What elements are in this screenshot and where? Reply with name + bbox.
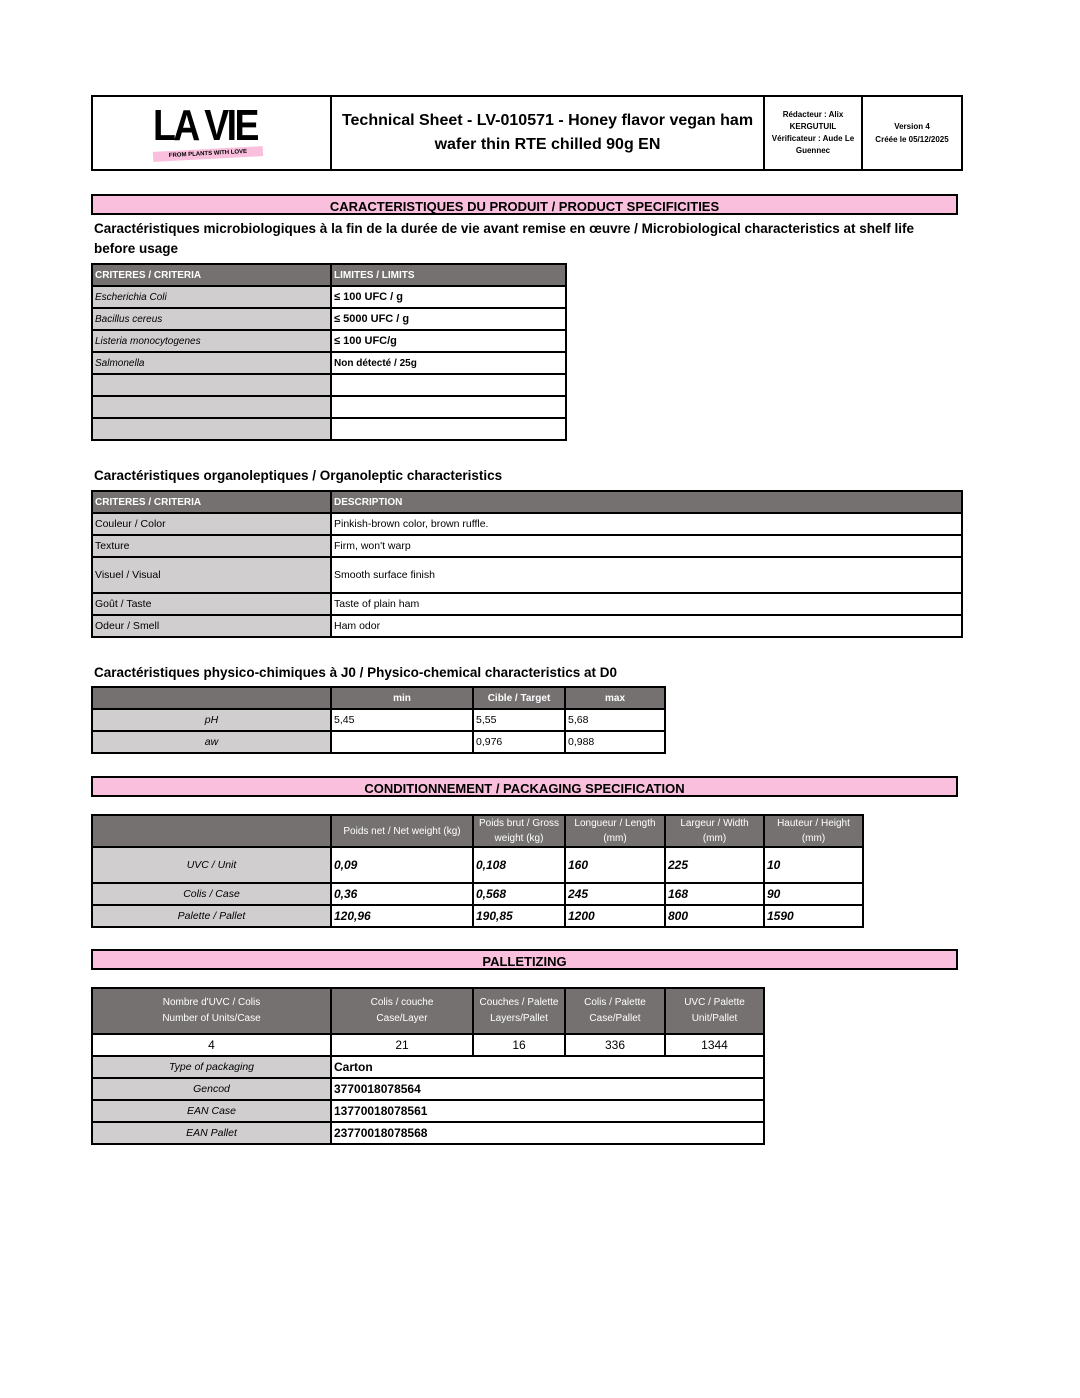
pallet-info-value: 3770018078564	[331, 1078, 764, 1100]
packaging-section-title: CONDITIONNEMENT / PACKAGING SPECIFICATION	[91, 776, 958, 797]
title-line-2: wafer thin RTE chilled 90g EN	[434, 136, 661, 153]
packaging-length: 1200	[565, 905, 665, 927]
packaging-col-length: Longueur / Length (mm)	[565, 815, 665, 847]
organo-col-description: DESCRIPTION	[331, 491, 962, 513]
micro-criteria-empty	[92, 396, 331, 418]
pallet-info-label: Type of packaging	[92, 1056, 331, 1078]
packaging-col-name	[92, 815, 331, 847]
logo-text: LA VIE	[153, 101, 257, 150]
pallet-col-case-layer-fr: Colis / couche	[370, 997, 434, 1008]
packaging-width: 168	[665, 883, 764, 905]
pallet-value: 1344	[665, 1034, 764, 1056]
packaging-col-gross: Poids brut / Gross weight (kg)	[473, 815, 565, 847]
header-table	[91, 95, 963, 171]
organo-description: Taste of plain ham	[331, 593, 962, 615]
packaging-row-name: Colis / Case	[92, 883, 331, 905]
micro-col-limits: LIMITES / LIMITS	[331, 264, 566, 286]
organo-title: Caractéristiques organoleptiques / Organoleptic characteristics	[94, 468, 503, 483]
version-cell	[862, 96, 962, 170]
micro-title-line-1: Caractéristiques microbiologiques à la fin de la durée de vie avant remise en œuvre / Microbiological characteristics at shelf life	[94, 221, 915, 236]
logo-tagline: FROM PLANTS WITH LOVE	[153, 146, 263, 162]
micro-limit: ≤ 5000 UFC / g	[331, 308, 566, 330]
physico-col-max: max	[565, 687, 665, 709]
pallet-value: 4	[92, 1034, 331, 1056]
packaging-length: 160	[565, 847, 665, 883]
packaging-net: 120,96	[331, 905, 473, 927]
physico-max: 5,68	[565, 709, 665, 731]
pallet-col-case-layer-en: Case/Layer	[376, 1013, 428, 1024]
packaging-height: 1590	[764, 905, 863, 927]
created-date: Créée le 05/12/2025	[875, 135, 949, 144]
pallet-info-label: Gencod	[92, 1078, 331, 1100]
pallet-col-units-case-en: Number of Units/Case	[162, 1013, 261, 1024]
pallet-col-unit-pallet-en: Unit/Pallet	[691, 1013, 738, 1024]
physico-col-min: min	[331, 687, 473, 709]
packaging-height: 90	[764, 883, 863, 905]
physico-min	[331, 731, 473, 753]
pallet-values-row	[92, 1034, 764, 1056]
micro-criteria: Escherichia Coli	[92, 286, 331, 308]
logo-cell	[92, 96, 331, 170]
packaging-gross: 190,85	[473, 905, 565, 927]
pallet-col-layers-pallet-en: Layers/Pallet	[490, 1013, 548, 1024]
micro-limit-empty	[331, 418, 566, 440]
packaging-width: 800	[665, 905, 764, 927]
pallet-info-value: 13770018078561	[331, 1100, 764, 1122]
pallet-info-label: EAN Case	[92, 1100, 331, 1122]
palletizing-section-title: PALLETIZING	[91, 949, 958, 970]
physico-name: aw	[92, 731, 331, 753]
micro-limit: ≤ 100 UFC / g	[331, 286, 566, 308]
packaging-row-case	[92, 883, 863, 905]
pallet-info-value: 23770018078568	[331, 1122, 764, 1144]
product-section-title: CARACTERISTIQUES DU PRODUIT / PRODUCT SPECIFICITIES	[91, 194, 958, 215]
pallet-value: 21	[331, 1034, 473, 1056]
organo-description: Firm, won't warp	[331, 535, 962, 557]
packaging-width: 225	[665, 847, 764, 883]
pallet-col-units-case-fr: Nombre d'UVC / Colis	[162, 997, 261, 1008]
micro-criteria: Bacillus cereus	[92, 308, 331, 330]
palletizing-table	[91, 987, 765, 1145]
packaging-table	[91, 814, 864, 928]
micro-limit: ≤ 100 UFC/g	[331, 330, 566, 352]
packaging-col-net: Poids net / Net weight (kg)	[331, 815, 473, 847]
packaging-net: 0,36	[331, 883, 473, 905]
packaging-gross: 0,108	[473, 847, 565, 883]
micro-limit-empty	[331, 396, 566, 418]
pallet-col-case-pallet-en: Case/Pallet	[589, 1013, 641, 1024]
version: Version 4	[894, 122, 930, 131]
packaging-col-height: Hauteur / Height (mm)	[764, 815, 863, 847]
pallet-col-layers-pallet	[473, 988, 565, 1034]
physico-col-name	[92, 687, 331, 709]
organo-description: Smooth surface finish	[331, 557, 962, 593]
physico-table	[91, 686, 666, 754]
micro-limit-empty	[331, 374, 566, 396]
packaging-length: 245	[565, 883, 665, 905]
micro-title	[94, 219, 914, 259]
organo-criteria: Couleur / Color	[92, 513, 331, 535]
micro-col-criteria: CRITERES / CRITERIA	[92, 264, 331, 286]
pallet-info-value: Carton	[331, 1056, 764, 1078]
organo-description: Ham odor	[331, 615, 962, 637]
micro-table	[91, 263, 567, 441]
packaging-gross: 0,568	[473, 883, 565, 905]
organo-description: Pinkish-brown color, brown ruffle.	[331, 513, 962, 535]
physico-target: 0,976	[473, 731, 565, 753]
pallet-value: 336	[565, 1034, 665, 1056]
title-line-1: Technical Sheet - LV-010571 - Honey flavor vegan ham	[341, 112, 754, 129]
physico-target: 5,55	[473, 709, 565, 731]
packaging-row-unit	[92, 847, 863, 883]
packaging-row-name: UVC / Unit	[92, 847, 331, 883]
micro-title-line-2: before usage	[94, 241, 179, 256]
redacteur: Rédacteur : Alix KERGUTUIL	[782, 110, 844, 131]
la-vie-logo	[95, 101, 328, 165]
pallet-col-case-pallet	[565, 988, 665, 1034]
packaging-net: 0,09	[331, 847, 473, 883]
title-cell	[331, 96, 764, 170]
pallet-col-layers-pallet-fr: Couches / Palette	[479, 997, 559, 1008]
micro-criteria: Listeria monocytogenes	[92, 330, 331, 352]
physico-name: pH	[92, 709, 331, 731]
micro-limit: Non détecté / 25g	[331, 352, 566, 374]
pallet-col-case-layer	[331, 988, 473, 1034]
physico-min: 5,45	[331, 709, 473, 731]
packaging-col-width: Largeur / Width (mm)	[665, 815, 764, 847]
physico-col-target: Cible / Target	[473, 687, 565, 709]
packaging-row-name: Palette / Pallet	[92, 905, 331, 927]
packaging-height: 10	[764, 847, 863, 883]
pallet-col-units-case	[92, 988, 331, 1034]
pallet-col-unit-pallet-fr: UVC / Palette	[684, 997, 745, 1008]
pallet-info-label: EAN Pallet	[92, 1122, 331, 1144]
organo-criteria: Odeur / Smell	[92, 615, 331, 637]
pallet-col-unit-pallet	[665, 988, 764, 1034]
micro-criteria-empty	[92, 374, 331, 396]
organo-criteria: Visuel / Visual	[92, 557, 331, 593]
physico-max: 0,988	[565, 731, 665, 753]
micro-criteria: Salmonella	[92, 352, 331, 374]
physico-title: Caractéristiques physico-chimiques à J0 / Physico-chemical characteristics at D0	[94, 665, 617, 680]
verificateur: Vérificateur : Aude Le Guennec	[771, 134, 855, 155]
pallet-value: 16	[473, 1034, 565, 1056]
micro-criteria-empty	[92, 418, 331, 440]
packaging-row-pallet	[92, 905, 863, 927]
pallet-col-case-pallet-fr: Colis / Palette	[584, 997, 646, 1008]
organo-table	[91, 490, 963, 638]
authors-cell	[764, 96, 862, 170]
organo-criteria: Texture	[92, 535, 331, 557]
organo-criteria: Goût / Taste	[92, 593, 331, 615]
organo-col-criteria: CRITERES / CRITERIA	[92, 491, 331, 513]
